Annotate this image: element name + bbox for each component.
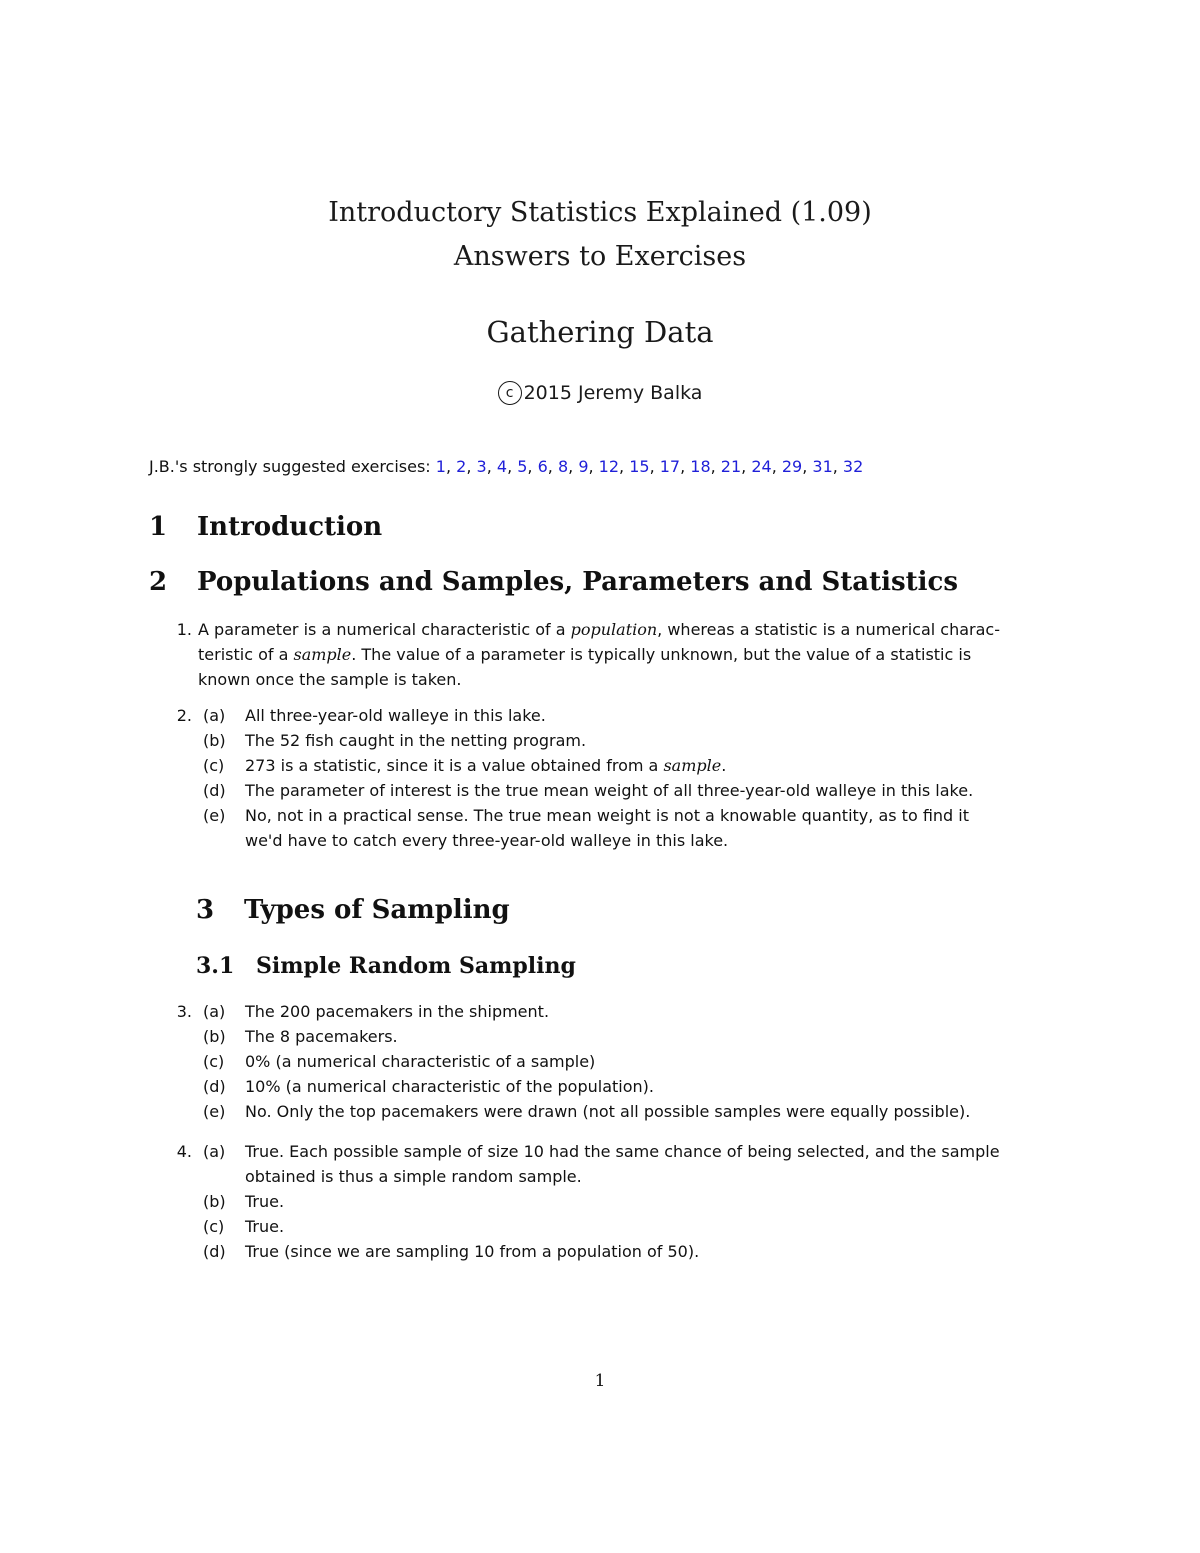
separator: , — [649, 457, 660, 476]
part-label: (c) — [203, 756, 225, 775]
chapter-title: Gathering Data — [486, 315, 714, 349]
exercise-link-1[interactable]: 1 — [435, 457, 446, 476]
exercise-link-9[interactable]: 9 — [578, 457, 589, 476]
text: No, not in a practical sense. The true mean weight is not a knowable quantity, as to find it — [245, 806, 969, 825]
section-title: Introduction — [197, 512, 383, 542]
emphasis: sample — [293, 645, 352, 664]
section-title: Types of Sampling — [244, 895, 510, 925]
emphasis: population — [570, 620, 658, 639]
exercise-link-5[interactable]: 5 — [517, 457, 528, 476]
text: . The value of a parameter is typically unknown, but the value of a statistic is — [351, 645, 972, 664]
part-text — [245, 803, 1065, 853]
section-number: 1 — [149, 512, 168, 542]
subsection-number: 3.1 — [196, 953, 235, 979]
part-label: (b) — [203, 1192, 226, 1211]
text: 273 is a statistic, since it is a value obtained from a — [245, 756, 664, 775]
part-label: (c) — [203, 1217, 225, 1236]
exercise-link-29[interactable]: 29 — [781, 457, 803, 476]
exercise-link-31[interactable]: 31 — [812, 457, 833, 476]
suggested-exercise-links — [436, 457, 863, 476]
part-label: (b) — [203, 1027, 226, 1046]
exercise-link-8[interactable]: 8 — [557, 457, 569, 476]
part-label: (a) — [203, 1002, 226, 1021]
answer-line: known once the sample is taken. — [198, 670, 462, 689]
part-text: The 200 pacemakers in the shipment. — [245, 1002, 550, 1021]
part-label: (d) — [203, 1242, 226, 1261]
part-text: True. — [245, 1192, 285, 1211]
exercise-link-4[interactable]: 4 — [496, 457, 508, 476]
exercise-link-24[interactable]: 24 — [751, 457, 772, 476]
section-1-heading — [149, 512, 382, 542]
separator: , — [832, 457, 843, 476]
separator: , — [619, 457, 630, 476]
exercise-link-12[interactable]: 12 — [598, 457, 620, 476]
part-text: All three-year-old walleye in this lake. — [245, 706, 546, 725]
part-text: No. Only the top pacemakers were drawn (not all possible samples were equally possible). — [245, 1102, 971, 1121]
separator: , — [741, 457, 752, 476]
answer-number: 4. — [176, 1142, 192, 1161]
part-text: 10% (a numerical characteristic of the population). — [245, 1077, 654, 1096]
subsection-title: Simple Random Sampling — [256, 953, 576, 979]
copyright-text: 2015 Jeremy Balka — [523, 382, 703, 404]
part-label: (c) — [203, 1052, 225, 1071]
part-label: (a) — [203, 1142, 226, 1161]
exercise-link-2[interactable]: 2 — [456, 457, 467, 476]
part-text: The 52 fish caught in the netting program. — [245, 731, 587, 750]
text: we'd have to catch every three-year-old walleye in this lake. — [245, 831, 729, 850]
section-number: 2 — [149, 567, 168, 597]
text: obtained is thus a simple random sample. — [245, 1167, 582, 1186]
part-text — [245, 1139, 1065, 1189]
separator: , — [466, 457, 477, 476]
section-title: Populations and Samples, Parameters and Statistics — [197, 567, 959, 597]
part-text — [245, 753, 1065, 778]
answer-line — [198, 617, 1058, 642]
separator: , — [486, 457, 497, 476]
answer-line — [198, 642, 1058, 667]
exercise-link-15[interactable]: 15 — [629, 457, 650, 476]
subsection-3-1-heading — [196, 953, 576, 979]
part-label: (d) — [203, 1077, 226, 1096]
part-label: (e) — [203, 1102, 226, 1121]
section-2-heading — [149, 567, 958, 597]
text: . — [721, 756, 727, 775]
part-label: (a) — [203, 706, 226, 725]
separator: , — [802, 457, 813, 476]
exercise-link-32[interactable]: 32 — [842, 457, 864, 476]
separator: , — [710, 457, 721, 476]
copyright-icon: c — [498, 381, 522, 405]
separator: , — [445, 457, 457, 476]
answer-number: 1. — [176, 620, 192, 639]
copyright-line — [0, 381, 1200, 405]
part-label: (d) — [203, 781, 226, 800]
text: , whereas a statistic is a numerical charac- — [657, 620, 1000, 639]
section-3-heading — [196, 895, 510, 925]
exercise-link-6[interactable]: 6 — [537, 457, 548, 476]
document-title: Introductory Statistics Explained (1.09) — [328, 197, 872, 228]
part-text: 0% (a numerical characteristic of a sample) — [245, 1052, 596, 1071]
part-text: True (since we are sampling 10 from a population of 50). — [245, 1242, 700, 1261]
section-number: 3 — [196, 895, 215, 925]
separator: , — [507, 457, 518, 476]
part-label: (b) — [203, 731, 226, 750]
exercise-link-3[interactable]: 3 — [476, 457, 487, 476]
document-subtitle: Answers to Exercises — [453, 241, 747, 272]
separator: , — [568, 457, 579, 476]
page-number: 1 — [594, 1371, 606, 1391]
text: A parameter is a numerical characteristic of a — [198, 620, 571, 639]
part-text: True. — [245, 1217, 285, 1236]
exercise-link-18[interactable]: 18 — [690, 457, 711, 476]
separator: , — [588, 457, 599, 476]
exercise-link-17[interactable]: 17 — [659, 457, 681, 476]
text: teristic of a — [198, 645, 294, 664]
separator: , — [547, 457, 558, 476]
suggested-label: J.B.'s strongly suggested exercises: — [149, 457, 431, 476]
emphasis: sample — [663, 756, 722, 775]
separator: , — [771, 457, 782, 476]
suggested-exercises — [149, 457, 863, 476]
answer-number: 2. — [176, 706, 192, 725]
part-label: (e) — [203, 806, 226, 825]
separator: , — [527, 457, 538, 476]
text: True. Each possible sample of size 10 had the same chance of being selected, and the sample — [245, 1142, 1000, 1161]
answer-number: 3. — [176, 1002, 192, 1021]
exercise-link-21[interactable]: 21 — [720, 457, 742, 476]
separator: , — [680, 457, 691, 476]
part-text: The parameter of interest is the true mean weight of all three-year-old walleye in this lake. — [245, 781, 974, 800]
part-text: The 8 pacemakers. — [245, 1027, 398, 1046]
